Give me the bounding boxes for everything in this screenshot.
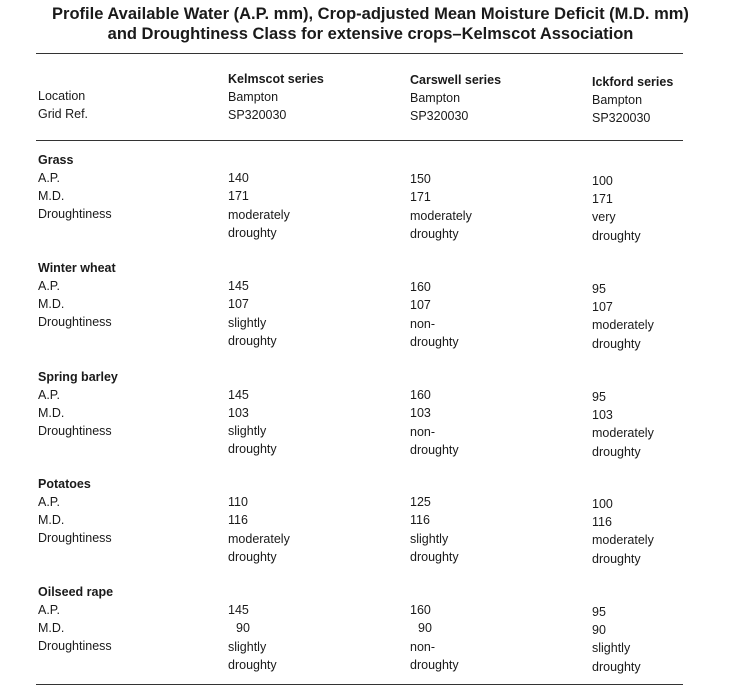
droughtiness-value: droughty (228, 442, 277, 456)
md-value: 116 (228, 513, 248, 527)
top-rule (36, 53, 683, 54)
md-value: 90 (592, 623, 606, 637)
droughtiness-value: slightly (228, 316, 267, 330)
droughtiness-value: droughty (592, 552, 641, 566)
md-value: 90 (236, 621, 250, 635)
droughtiness-value: droughty (228, 334, 277, 348)
droughtiness-value: moderately (592, 426, 654, 440)
droughtiness-value: droughty (228, 226, 277, 240)
droughtiness-value: non- (410, 317, 436, 331)
crop-name: Spring barley (38, 370, 118, 384)
droughtiness-value: droughty (592, 660, 641, 674)
series-location: Bampton (592, 93, 643, 107)
location-label: Location (38, 89, 86, 103)
ap-value: 160 (410, 388, 431, 402)
crop-name: Potatoes (38, 477, 91, 491)
table-title-line-1: Profile Available Water (A.P. mm), Crop-adjusted Mean Moisture Deficit (M.D. mm) (52, 5, 689, 23)
grid-ref-label: Grid Ref. (38, 107, 89, 121)
droughtiness-value: droughty (592, 445, 641, 459)
md-label: M.D. (38, 189, 65, 203)
md-value: 116 (410, 513, 430, 527)
crop-name: Oilseed rape (38, 585, 114, 599)
bottom-rule (36, 684, 683, 685)
droughtiness-value: slightly (228, 424, 267, 438)
droughtiness-label: Droughtiness (38, 207, 112, 221)
ap-value: 95 (592, 282, 606, 296)
crop-name: Winter wheat (38, 261, 116, 275)
ap-value: 95 (592, 390, 606, 404)
md-label: M.D. (38, 513, 65, 527)
droughtiness-value: non- (410, 425, 436, 439)
droughtiness-value: slightly (410, 532, 449, 546)
droughtiness-value: slightly (592, 641, 631, 655)
droughtiness-value: droughty (592, 229, 641, 243)
droughtiness-value: moderately (228, 532, 290, 546)
ap-value: 160 (410, 280, 431, 294)
droughtiness-value: droughty (410, 227, 459, 241)
series-name: Kelmscot series (228, 72, 324, 86)
droughtiness-value: moderately (592, 533, 654, 547)
md-value: 103 (410, 406, 431, 420)
header-rule (36, 140, 683, 141)
droughtiness-label: Droughtiness (38, 424, 112, 438)
md-value: 107 (410, 298, 431, 312)
droughtiness-value: droughty (228, 658, 277, 672)
ap-value: 100 (592, 497, 613, 511)
md-value: 107 (228, 297, 249, 311)
ap-label: A.P. (38, 603, 61, 617)
ap-value: 140 (228, 171, 249, 185)
droughtiness-value: very (592, 210, 616, 224)
droughtiness-label: Droughtiness (38, 315, 112, 329)
ap-label: A.P. (38, 171, 61, 185)
ap-label: A.P. (38, 388, 61, 402)
ap-value: 150 (410, 172, 431, 186)
droughtiness-value: non- (410, 640, 436, 654)
ap-value: 125 (410, 495, 431, 509)
md-label: M.D. (38, 297, 65, 311)
md-value: 171 (592, 192, 613, 206)
md-value: 116 (592, 515, 612, 529)
md-value: 107 (592, 300, 613, 314)
md-value: 103 (592, 408, 613, 422)
droughtiness-value: moderately (228, 208, 290, 222)
series-location: Bampton (228, 90, 279, 104)
droughtiness-value: moderately (410, 209, 472, 223)
ap-value: 145 (228, 603, 249, 617)
series-name: Ickford series (592, 75, 674, 89)
ap-value: 145 (228, 279, 249, 293)
series-name: Carswell series (410, 73, 502, 87)
ap-value: 95 (592, 605, 606, 619)
series-location: Bampton (410, 91, 461, 105)
series-grid-ref: SP320030 (410, 109, 469, 123)
droughtiness-value: droughty (228, 550, 277, 564)
droughtiness-value: droughty (410, 443, 459, 457)
droughtiness-value: droughty (410, 550, 459, 564)
md-label: M.D. (38, 406, 65, 420)
ap-value: 145 (228, 388, 249, 402)
md-value: 171 (410, 190, 431, 204)
droughtiness-label: Droughtiness (38, 531, 112, 545)
table-title-line-2: and Droughtiness Class for extensive crops–Kelmscot Association (107, 25, 634, 43)
ap-value: 100 (592, 174, 613, 188)
droughtiness-value: slightly (228, 640, 267, 654)
md-value: 103 (228, 406, 249, 420)
droughtiness-value: droughty (410, 335, 459, 349)
crop-name: Grass (38, 153, 74, 167)
droughtiness-value: droughty (592, 337, 641, 351)
ap-label: A.P. (38, 495, 61, 509)
droughtiness-value: droughty (410, 658, 459, 672)
ap-label: A.P. (38, 279, 61, 293)
series-grid-ref: SP320030 (592, 111, 651, 125)
md-value: 90 (418, 621, 432, 635)
series-grid-ref: SP320030 (228, 108, 287, 122)
ap-value: 110 (228, 495, 248, 509)
md-value: 171 (228, 189, 249, 203)
md-label: M.D. (38, 621, 65, 635)
ap-value: 160 (410, 603, 431, 617)
droughtiness-value: moderately (592, 318, 654, 332)
droughtiness-label: Droughtiness (38, 639, 112, 653)
